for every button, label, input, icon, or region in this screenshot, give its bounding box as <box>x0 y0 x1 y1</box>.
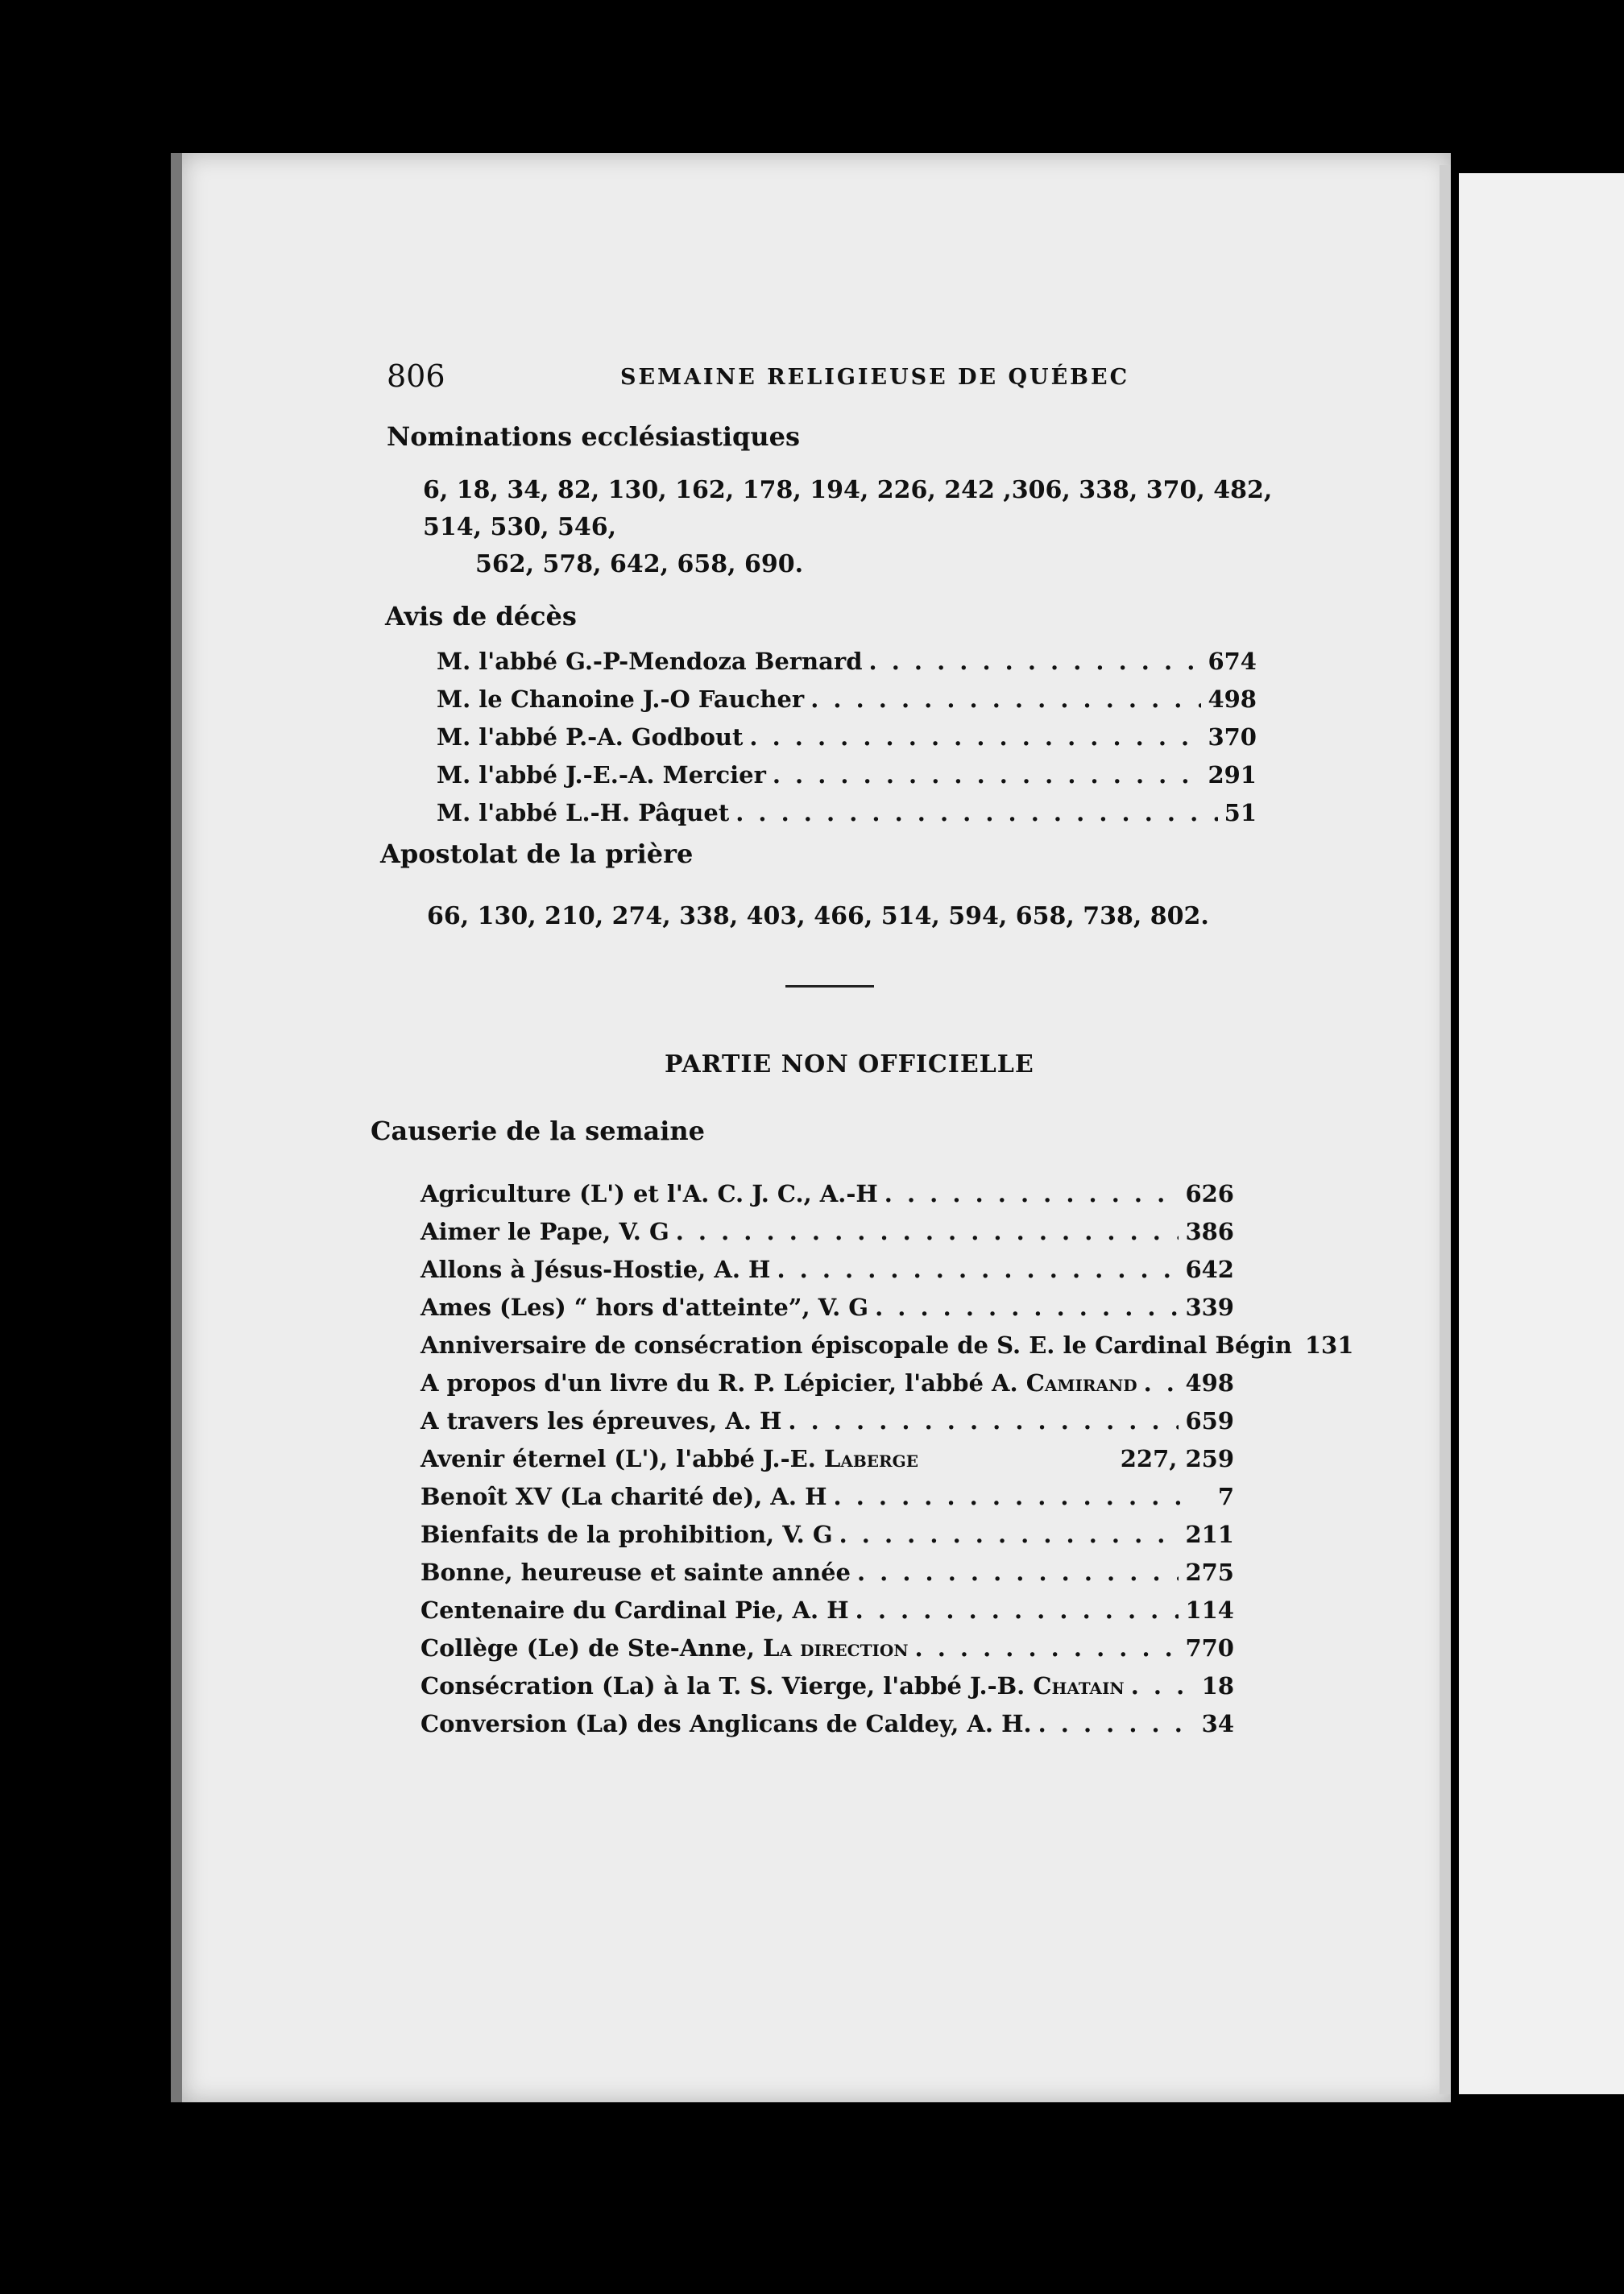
apostolat-list: 66, 130, 210, 274, 338, 403, 466, 514, 594, 658, 738, 802. <box>427 902 1209 930</box>
leader-dots <box>749 718 1201 756</box>
causerie-heading: Causerie de la semaine <box>371 1116 706 1146</box>
nominations-list <box>371 472 1305 583</box>
list-item: M. l'abbé L.-H. Pâquet . . . 51 <box>437 794 1257 832</box>
author: Chatain <box>1033 1672 1125 1700</box>
list-item: A travers les épreuves, A. H . . . 659 <box>420 1402 1234 1440</box>
nominations-heading: Nominations ecclésiastiques <box>387 421 801 452</box>
page-number: 806 <box>387 358 445 394</box>
leader-dots <box>810 681 1201 718</box>
list-item: Collège (Le) de Ste-Anne, La direction . . . 770 <box>420 1629 1234 1667</box>
leader-dots <box>839 1516 1179 1554</box>
page-content <box>371 358 1354 1743</box>
list-item: A propos d'un livre du R. P. Lépicier, l'abbé A. Camirand . . . 498 <box>420 1364 1234 1402</box>
list-item: Centenaire du Cardinal Pie, A. H . . . 114 <box>420 1592 1234 1629</box>
list-item: Allons à Jésus-Hostie, A. H . . . 642 <box>420 1251 1234 1289</box>
leader-dots <box>875 1289 1179 1327</box>
leader-dots <box>773 756 1202 794</box>
list-item: Benoît XV (La charité de), A. H . . . 7 <box>420 1478 1234 1516</box>
list-item: Bonne, heureuse et sainte année . . . 275 <box>420 1554 1234 1592</box>
leader-dots <box>869 643 1202 681</box>
leader-dots <box>1038 1705 1195 1743</box>
running-head <box>371 358 1305 399</box>
list-item: Aimer le Pape, V. G . . . 386 <box>420 1213 1234 1251</box>
list-item: Conversion (La) des Anglicans de Caldey, A. H. . . . 34 <box>420 1705 1234 1743</box>
leader-dots <box>777 1251 1179 1289</box>
leader-dots <box>788 1402 1179 1440</box>
running-title: SEMAINE RELIGIEUSE DE QUÉBEC <box>620 365 1130 390</box>
leader-dots <box>856 1592 1179 1629</box>
section-title: PARTIE NON OFFICIELLE <box>665 1050 1034 1079</box>
leader-dots <box>915 1629 1179 1667</box>
list-item: Anniversaire de consécration épiscopale de S. E. le Cardinal Bégin 131 <box>420 1331 1354 1359</box>
list-item: M. le Chanoine J.-O Faucher . . . 498 <box>437 681 1257 718</box>
list-item: Ames (Les) “ hors d'atteinte”, V. G . . . 339 <box>420 1289 1234 1327</box>
apostolat-heading: Apostolat de la prière <box>380 839 694 869</box>
causerie-list <box>371 1175 1354 1743</box>
leader-dots <box>857 1554 1179 1592</box>
list-item: Avenir éternel (L'), l'abbé J.-E. Laberge 227, 259 <box>420 1445 1234 1472</box>
deces-heading: Avis de décès <box>385 601 577 631</box>
nominations-line-1: 6, 18, 34, 82, 130, 162, 178, 194, 226, 242 ,306, 338, 370, 482, 514, 530, 546, <box>423 476 1273 541</box>
leader-dots <box>834 1478 1196 1516</box>
list-item: M. l'abbé P.-A. Godbout . . . 370 <box>437 718 1257 756</box>
author: La direction <box>763 1634 909 1662</box>
author: Camirand <box>1025 1369 1137 1397</box>
author: Laberge <box>823 1445 918 1472</box>
list-item: Bienfaits de la prohibition, V. G . . . 211 <box>420 1516 1234 1554</box>
leader-dots <box>884 1175 1179 1213</box>
leader-dots <box>1144 1364 1179 1402</box>
leader-dots <box>676 1213 1179 1251</box>
list-item: M. l'abbé G.-P-Mendoza Bernard . . . 674 <box>437 643 1257 681</box>
list-item: Consécration (La) à la T. S. Vierge, l'abbé J.-B. Chatain . . . 18 <box>420 1667 1234 1705</box>
list-item: M. l'abbé J.-E.-A. Mercier . . . 291 <box>437 756 1257 794</box>
leader-dots <box>735 794 1217 832</box>
deces-list <box>371 643 1257 832</box>
facing-page-edge <box>1451 173 1624 2094</box>
page-edge <box>1440 165 1451 2094</box>
leader-dots <box>1131 1667 1195 1705</box>
nominations-line-2: 562, 578, 642, 658, 690. <box>475 550 804 578</box>
list-item: Agriculture (L') et l'A. C. J. C., A.-H . . . 626 <box>420 1175 1234 1213</box>
